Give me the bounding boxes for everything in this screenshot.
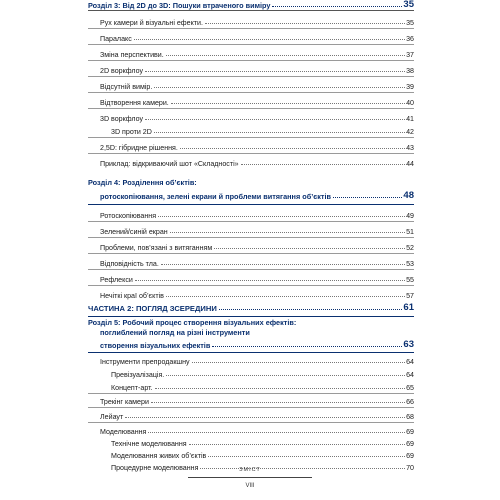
dot-leader [155, 388, 406, 389]
toc-entry[interactable] [88, 353, 414, 366]
entry-page-number: 38 [406, 67, 414, 75]
dot-leader [151, 402, 405, 403]
toc-entry[interactable] [88, 255, 414, 268]
entry-page-number: 66 [406, 398, 414, 406]
entry-title: Процедурне моделювання [111, 464, 199, 472]
dot-leader [214, 248, 405, 249]
entry-rule [88, 44, 414, 45]
entry-rule [88, 269, 414, 270]
entry-rule [88, 92, 414, 93]
dot-leader [161, 264, 405, 265]
entry-page-number: 69 [406, 452, 414, 460]
entry-title: Зміна перспективи. [100, 51, 164, 59]
entry-title: Превізуалізація. [111, 371, 165, 379]
entry-page-number: 44 [406, 160, 414, 168]
entry-page-number: 42 [406, 128, 414, 136]
entry-page-number: 35 [406, 19, 414, 27]
entry-rule [88, 108, 414, 109]
entry-page-number: 39 [406, 83, 414, 91]
entry-page-number: 55 [406, 276, 414, 284]
dot-leader [241, 164, 406, 165]
dot-leader [205, 23, 405, 24]
chapter-heading[interactable] [88, 337, 414, 350]
dot-leader [158, 216, 405, 217]
chapter-page-number: 48 [403, 190, 414, 201]
entry-title: Відсутній вимір. [100, 83, 153, 91]
header-rule [88, 10, 414, 11]
dot-leader [125, 417, 405, 418]
toc-entry[interactable] [88, 223, 414, 236]
chapter-subtitle: ротоскопіювання, зелені екрани й проблеми витягання об’єктів [100, 192, 332, 201]
entry-page-number: 36 [406, 35, 414, 43]
dot-leader [145, 71, 405, 72]
dot-leader [166, 296, 405, 297]
entry-rule [88, 221, 414, 222]
entry-title: 3D воркфлоу [100, 115, 144, 123]
entry-title: Приклад: відкриваючий шот «Складності» [100, 160, 239, 168]
dot-leader [192, 362, 406, 363]
entry-page-number: 68 [406, 413, 414, 421]
chapter-heading[interactable] [88, 0, 414, 10]
entry-title: Рефлекси [100, 276, 133, 284]
toc-entry[interactable] [88, 155, 414, 168]
chapter-subtitle: поглиблений погляд на різні інструменти [100, 328, 250, 337]
entry-page-number: 41 [406, 115, 414, 123]
entry-page-number: 37 [406, 51, 414, 59]
entry-page-number: 52 [406, 244, 414, 252]
entry-title: Відповідність тла. [100, 260, 159, 268]
entry-rule [88, 285, 414, 286]
entry-rule [88, 137, 414, 138]
dot-leader [180, 148, 405, 149]
part-rule [88, 316, 414, 317]
dot-leader [154, 87, 405, 88]
chapter-page-number: 63 [403, 339, 414, 350]
chapter-title: Розділ 3: Від 2D до 3D: Пошуки втраченого виміру [88, 1, 271, 10]
entry-title: Паралакс [100, 35, 132, 43]
entry-page-number: 53 [406, 260, 414, 268]
entry-page-number: 57 [406, 292, 414, 300]
entry-rule [88, 76, 414, 77]
entry-title: Моделювання [100, 428, 147, 436]
toc-entry[interactable] [88, 30, 414, 43]
dot-leader [189, 444, 406, 445]
entry-title: Моделювання живих об’єктів [111, 452, 207, 460]
toc-subentry[interactable] [88, 366, 414, 379]
entry-title: 3D проти 2D [111, 128, 152, 136]
toc-entry[interactable] [88, 94, 414, 107]
entry-page-number: 51 [406, 228, 414, 236]
dot-leader [170, 232, 405, 233]
dot-leader [212, 346, 402, 347]
entry-title: 2D воркфлоу [100, 67, 144, 75]
chapter-title: Розділ 5: Робочий процес створення візуальних ефектів: [88, 318, 297, 327]
entry-title: Трекінг камери [100, 398, 149, 406]
dot-leader [148, 432, 405, 433]
chapter-heading[interactable] [88, 188, 414, 201]
entry-page-number: 64 [406, 358, 414, 366]
toc-entry[interactable] [88, 393, 414, 406]
dot-leader [208, 456, 405, 457]
entry-rule [88, 253, 414, 254]
part-page-number: 61 [403, 302, 414, 313]
entry-title: Інструменти препродакшну [100, 358, 190, 366]
dot-leader [145, 119, 405, 120]
footer-section-label: ЗМІСТ [239, 467, 261, 473]
chapter-page-number: 35 [403, 0, 414, 10]
entry-page-number: 65 [406, 384, 414, 392]
dot-leader [171, 103, 405, 104]
dot-leader [166, 375, 405, 376]
entry-rule [88, 28, 414, 29]
entry-page-number: 69 [406, 440, 414, 448]
entry-rule [88, 153, 414, 154]
dot-leader [166, 55, 405, 56]
entry-title: Ротоскопіювання [100, 212, 157, 220]
dot-leader [135, 280, 405, 281]
toc-entry[interactable] [88, 271, 414, 284]
toc-entry[interactable] [88, 408, 414, 421]
entry-page-number: 64 [406, 371, 414, 379]
entry-page-number: 43 [406, 144, 414, 152]
entry-page-number: 49 [406, 212, 414, 220]
chapter-title: Розділ 4: Розділення об’єктів: [88, 178, 197, 187]
entry-title: Технічне моделювання [111, 440, 187, 448]
entry-page-number: 69 [406, 428, 414, 436]
dot-leader [333, 197, 402, 198]
entry-title: Концепт-арт. [111, 384, 153, 392]
toc-subentry[interactable] [88, 123, 414, 136]
toc-entry[interactable] [88, 78, 414, 91]
toc-entry[interactable] [88, 139, 414, 152]
dot-leader [272, 6, 402, 7]
footer-rule [188, 477, 312, 478]
part-title: ЧАСТИНА 2: ПОГЛЯД ЗСЕРЕДИНИ [88, 304, 217, 313]
toc-entry[interactable] [88, 62, 414, 75]
entry-title: Зелений/синій екран [100, 228, 168, 236]
entry-title: Нечіткі краї об’єктів [100, 292, 164, 300]
chapter-rule [88, 204, 414, 205]
toc-entry[interactable] [88, 46, 414, 59]
chapter-subtitle: створення візуальних ефектів [100, 341, 211, 350]
part-heading[interactable] [88, 300, 414, 313]
toc-entry[interactable] [88, 239, 414, 252]
entry-rule [88, 60, 414, 61]
toc-entry[interactable] [88, 287, 414, 300]
entry-title: Рух камери й візуальні ефекти. [100, 19, 203, 27]
entry-title: Лейаут [100, 413, 124, 421]
toc-entry[interactable] [88, 110, 414, 123]
toc-entry[interactable] [88, 207, 414, 220]
entry-page-number: 40 [406, 99, 414, 107]
entry-page-number: 70 [406, 464, 414, 472]
entry-title: Проблеми, пов’язані з витяганням [100, 244, 213, 252]
dot-leader [134, 39, 405, 40]
entry-title: 2,5D: гібридне рішення. [100, 144, 178, 152]
footer-page-number: VIII [245, 483, 255, 489]
toc-subentry[interactable] [88, 379, 414, 392]
entry-title: Відтворення камери. [100, 99, 169, 107]
dot-leader [219, 309, 403, 310]
entry-rule [88, 237, 414, 238]
dot-leader [154, 132, 405, 133]
toc-entry[interactable] [88, 14, 414, 27]
